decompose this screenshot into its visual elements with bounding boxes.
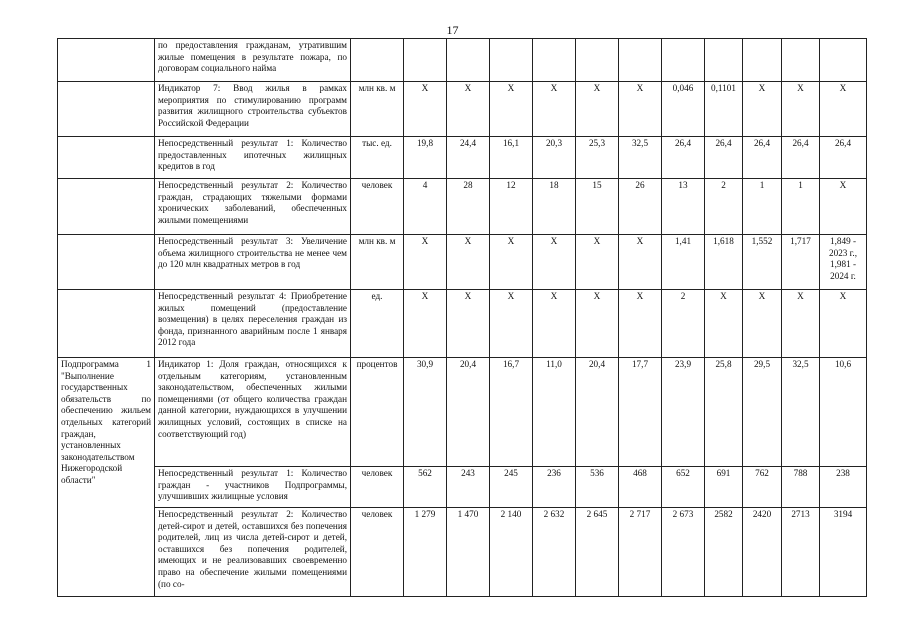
value-cell	[820, 39, 867, 82]
value-cell: X	[820, 290, 867, 358]
table-row	[58, 235, 867, 290]
table-row	[58, 137, 867, 179]
value-cell: X	[490, 290, 533, 358]
value-cell: 32,5	[782, 358, 820, 467]
indicator-name-cell: Непосредственный результат 2: Количество граждан, страдающих тяжелыми формами хронических заболеваний, обеспеченных жилыми помещениями	[155, 179, 351, 235]
value-cell	[533, 39, 576, 82]
program-cell	[58, 290, 155, 358]
value-cell: 1	[743, 179, 782, 235]
value-cell: 13	[662, 179, 705, 235]
table-row	[58, 82, 867, 137]
value-cell: 236	[533, 467, 576, 508]
value-cell	[490, 39, 533, 82]
value-cell: 26,4	[782, 137, 820, 179]
value-cell: 2 717	[619, 508, 662, 597]
unit-cell: млн кв. м	[351, 235, 404, 290]
value-cell: X	[743, 290, 782, 358]
value-cell: 30,9	[404, 358, 447, 467]
page-number: 17	[446, 23, 459, 37]
value-cell: 18	[533, 179, 576, 235]
value-cell: 3194	[820, 508, 867, 597]
value-cell: 16,7	[490, 358, 533, 467]
value-cell: 1,717	[782, 235, 820, 290]
value-cell: 2 140	[490, 508, 533, 597]
program-cell: Подпрограмма 1 "Выполнение государственных обязательств по обеспечению жильем отдельных категорий граждан, установленных законодательством Нижегородской области"	[58, 358, 155, 597]
value-cell: 2 632	[533, 508, 576, 597]
unit-cell: млн кв. м	[351, 82, 404, 137]
value-cell: 17,7	[619, 358, 662, 467]
value-cell: 28	[447, 179, 490, 235]
value-cell: X	[576, 235, 619, 290]
value-cell: 1,552	[743, 235, 782, 290]
value-cell: 23,9	[662, 358, 705, 467]
value-cell: 2582	[705, 508, 743, 597]
value-cell: X	[490, 82, 533, 137]
value-cell: X	[533, 82, 576, 137]
table-row	[58, 39, 867, 82]
value-cell: X	[619, 290, 662, 358]
value-cell: X	[447, 290, 490, 358]
unit-cell: человек	[351, 467, 404, 508]
value-cell: X	[404, 235, 447, 290]
value-cell: 1,849 - 2023 г., 1,981 - 2024 г.	[820, 235, 867, 290]
table-row	[58, 358, 867, 467]
value-cell: 245	[490, 467, 533, 508]
unit-cell: ед.	[351, 290, 404, 358]
value-cell: 1 470	[447, 508, 490, 597]
value-cell: 20,3	[533, 137, 576, 179]
indicator-name-cell: Индикатор 1: Доля граждан, относящихся к отдельным категориям, установленным законодательством, обеспеченных жилыми помещениями (от общего количества граждан данной категории, нуждающихся в улучшении жилищных условий, состоящих в списке на соответствующий год)	[155, 358, 351, 467]
value-cell: X	[447, 235, 490, 290]
value-cell: 562	[404, 467, 447, 508]
table-row	[58, 467, 867, 508]
value-cell: 2 673	[662, 508, 705, 597]
value-cell: 691	[705, 467, 743, 508]
value-cell: X	[533, 235, 576, 290]
program-cell	[58, 137, 155, 179]
value-cell: 2713	[782, 508, 820, 597]
table-body	[58, 39, 867, 597]
value-cell	[743, 39, 782, 82]
value-cell: 1 279	[404, 508, 447, 597]
program-cell	[58, 235, 155, 290]
value-cell: X	[576, 290, 619, 358]
value-cell: 1,618	[705, 235, 743, 290]
value-cell: 468	[619, 467, 662, 508]
value-cell	[619, 39, 662, 82]
value-cell: 2	[662, 290, 705, 358]
value-cell: 25,3	[576, 137, 619, 179]
value-cell: 16,1	[490, 137, 533, 179]
value-cell: X	[820, 82, 867, 137]
unit-cell	[351, 39, 404, 82]
program-cell	[58, 39, 155, 82]
value-cell: 25,8	[705, 358, 743, 467]
value-cell	[404, 39, 447, 82]
unit-cell: человек	[351, 179, 404, 235]
value-cell: X	[705, 290, 743, 358]
value-cell: X	[404, 290, 447, 358]
unit-cell: человек	[351, 508, 404, 597]
value-cell: 26	[619, 179, 662, 235]
value-cell: 11,0	[533, 358, 576, 467]
value-cell: 0,046	[662, 82, 705, 137]
value-cell: X	[820, 179, 867, 235]
unit-cell: тыс. ед.	[351, 137, 404, 179]
value-cell: 12	[490, 179, 533, 235]
indicator-name-cell: Непосредственный результат 3: Увеличение объема жилищного строительства не менее чем до 120 млн квадратных метров в год	[155, 235, 351, 290]
value-cell: X	[743, 82, 782, 137]
table-row	[58, 508, 867, 597]
value-cell: 26,4	[743, 137, 782, 179]
value-cell	[447, 39, 490, 82]
value-cell: 1,41	[662, 235, 705, 290]
value-cell: X	[490, 235, 533, 290]
indicator-name-cell: по предоставления гражданам, утратившим жилые помещения в результате пожара, по договорам социального найма	[155, 39, 351, 82]
value-cell: 788	[782, 467, 820, 508]
value-cell: 29,5	[743, 358, 782, 467]
value-cell: 26,4	[705, 137, 743, 179]
value-cell	[662, 39, 705, 82]
value-cell: 19,8	[404, 137, 447, 179]
value-cell: 15	[576, 179, 619, 235]
value-cell: 238	[820, 467, 867, 508]
value-cell: 20,4	[447, 358, 490, 467]
indicator-name-cell: Непосредственный результат 2: Количество детей-сирот и детей, оставшихся без попечения родителей, лиц из числа детей-сирот и детей, оставшихся без попечения родителей, имеющих и не реализовавших своевременно право на обеспечение жилыми помещениями (по со-	[155, 508, 351, 597]
value-cell: X	[533, 290, 576, 358]
value-cell: 243	[447, 467, 490, 508]
program-cell	[58, 82, 155, 137]
value-cell: 2420	[743, 508, 782, 597]
value-cell: 20,4	[576, 358, 619, 467]
indicators-table	[57, 38, 867, 597]
value-cell: 32,5	[619, 137, 662, 179]
value-cell: 1	[782, 179, 820, 235]
program-cell	[58, 179, 155, 235]
value-cell: 2	[705, 179, 743, 235]
value-cell: X	[782, 82, 820, 137]
value-cell: 10,6	[820, 358, 867, 467]
value-cell	[576, 39, 619, 82]
value-cell: 26,4	[820, 137, 867, 179]
indicator-name-cell: Непосредственный результат 1: Количество предоставленных ипотечных жилищных кредитов в год	[155, 137, 351, 179]
indicator-name-cell: Непосредственный результат 1: Количество граждан - участников Подпрограммы, улучшивших жилищные условия	[155, 467, 351, 508]
value-cell: X	[782, 290, 820, 358]
indicator-name-cell: Непосредственный результат 4: Приобретение жилых помещений (предоставление возмещения) в целях переселения граждан из фонда, признанного аварийным после 1 января 2012 года	[155, 290, 351, 358]
unit-cell: процентов	[351, 358, 404, 467]
value-cell	[782, 39, 820, 82]
value-cell: 2 645	[576, 508, 619, 597]
value-cell: 536	[576, 467, 619, 508]
indicator-name-cell: Индикатор 7: Ввод жилья в рамках мероприятия по стимулированию программ развития жилищного строительства субъектов Российской Федерации	[155, 82, 351, 137]
value-cell: X	[619, 235, 662, 290]
value-cell: 762	[743, 467, 782, 508]
value-cell: X	[404, 82, 447, 137]
value-cell	[705, 39, 743, 82]
value-cell: X	[576, 82, 619, 137]
value-cell: 0,1101	[705, 82, 743, 137]
table-row	[58, 290, 867, 358]
value-cell: X	[619, 82, 662, 137]
value-cell: 4	[404, 179, 447, 235]
value-cell: 652	[662, 467, 705, 508]
value-cell: X	[447, 82, 490, 137]
value-cell: 24,4	[447, 137, 490, 179]
table-row	[58, 179, 867, 235]
value-cell: 26,4	[662, 137, 705, 179]
